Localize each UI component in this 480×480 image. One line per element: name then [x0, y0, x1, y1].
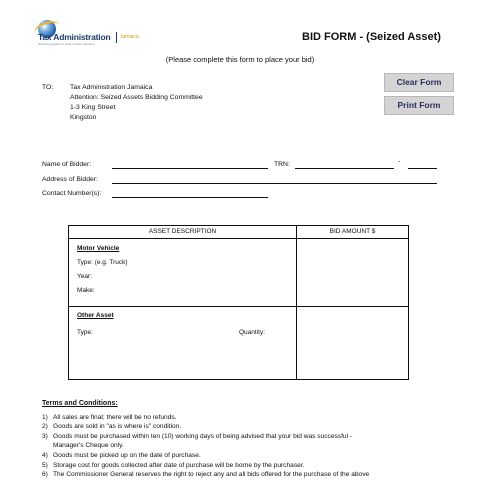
other-asset-title: Other Asset	[77, 312, 114, 319]
logo-region: Jamaica	[120, 34, 139, 40]
address-line-4: Kingston	[70, 114, 97, 121]
print-form-button[interactable]: Print Form	[384, 96, 454, 115]
clear-form-button[interactable]: Clear Form	[384, 73, 454, 92]
logo-tagline: Working together to build a better Jamaica	[38, 42, 95, 46]
logo-name: Tax Administration	[38, 32, 111, 42]
motor-type-field[interactable]: Type: (e.g. Truck)	[77, 259, 128, 266]
tax-administration-logo	[38, 20, 150, 46]
asset-description-header: ASSET DESCRIPTION	[148, 228, 217, 235]
form-title: BID FORM - (Seized Asset)	[302, 31, 441, 43]
other-quantity-field[interactable]: Quantity:	[239, 329, 266, 336]
trn-suffix-field[interactable]	[408, 168, 437, 169]
term-item: Manager's Cheque only.	[53, 442, 124, 449]
term-item: 5) Storage cost for goods collected after date of purchase will be borne by the purchaser.	[42, 462, 305, 469]
trn-field[interactable]	[295, 168, 394, 169]
address-line-3: 1-3 King Street	[70, 104, 116, 111]
term-item: 2) Goods are sold in "as is where is" condition.	[42, 423, 182, 430]
table-header-divider	[69, 238, 408, 239]
table-section-divider	[69, 306, 408, 307]
bidder-name-label: Name of Bidder:	[42, 161, 92, 168]
motor-make-field[interactable]: Make:	[77, 287, 95, 294]
bidder-name-field[interactable]	[112, 168, 268, 169]
trn-label: TRN:	[274, 161, 290, 168]
motor-year-field[interactable]: Year:	[77, 273, 92, 280]
bid-amount-header: BID AMOUNT $	[329, 228, 376, 235]
form-instruction: (Please complete this form to place your bid)	[165, 55, 315, 64]
address-line-1: Tax Administration Jamaica	[70, 84, 153, 91]
term-item: 1) All sales are final; there will be no refunds.	[42, 414, 177, 421]
address-line-2: Attention: Seized Assets Bidding Committee	[70, 94, 203, 101]
logo-divider	[116, 32, 117, 43]
bidder-address-field[interactable]	[112, 183, 437, 184]
term-item: 6) The Commissioner General reserves the right to reject any and all bids offered for the purchase of the above	[42, 471, 370, 478]
contact-number-field[interactable]	[112, 197, 268, 198]
trn-separator: -	[398, 158, 401, 165]
motor-vehicle-title: Motor Vehicle	[77, 245, 120, 252]
other-type-field[interactable]: Type:	[77, 329, 93, 336]
table-column-divider	[296, 226, 297, 379]
to-label: TO:	[42, 84, 54, 91]
term-item: 4) Goods must be picked up on the date of purchase.	[42, 452, 201, 459]
contact-number-label: Contact Number(s):	[42, 190, 102, 197]
asset-table	[68, 225, 409, 380]
terms-heading: Terms and Conditions:	[42, 400, 118, 407]
term-item: 3) Goods must be purchased within ten (10) working days of being advised that your bid was successful -	[42, 433, 353, 440]
bidder-address-label: Address of Bidder:	[42, 176, 98, 183]
